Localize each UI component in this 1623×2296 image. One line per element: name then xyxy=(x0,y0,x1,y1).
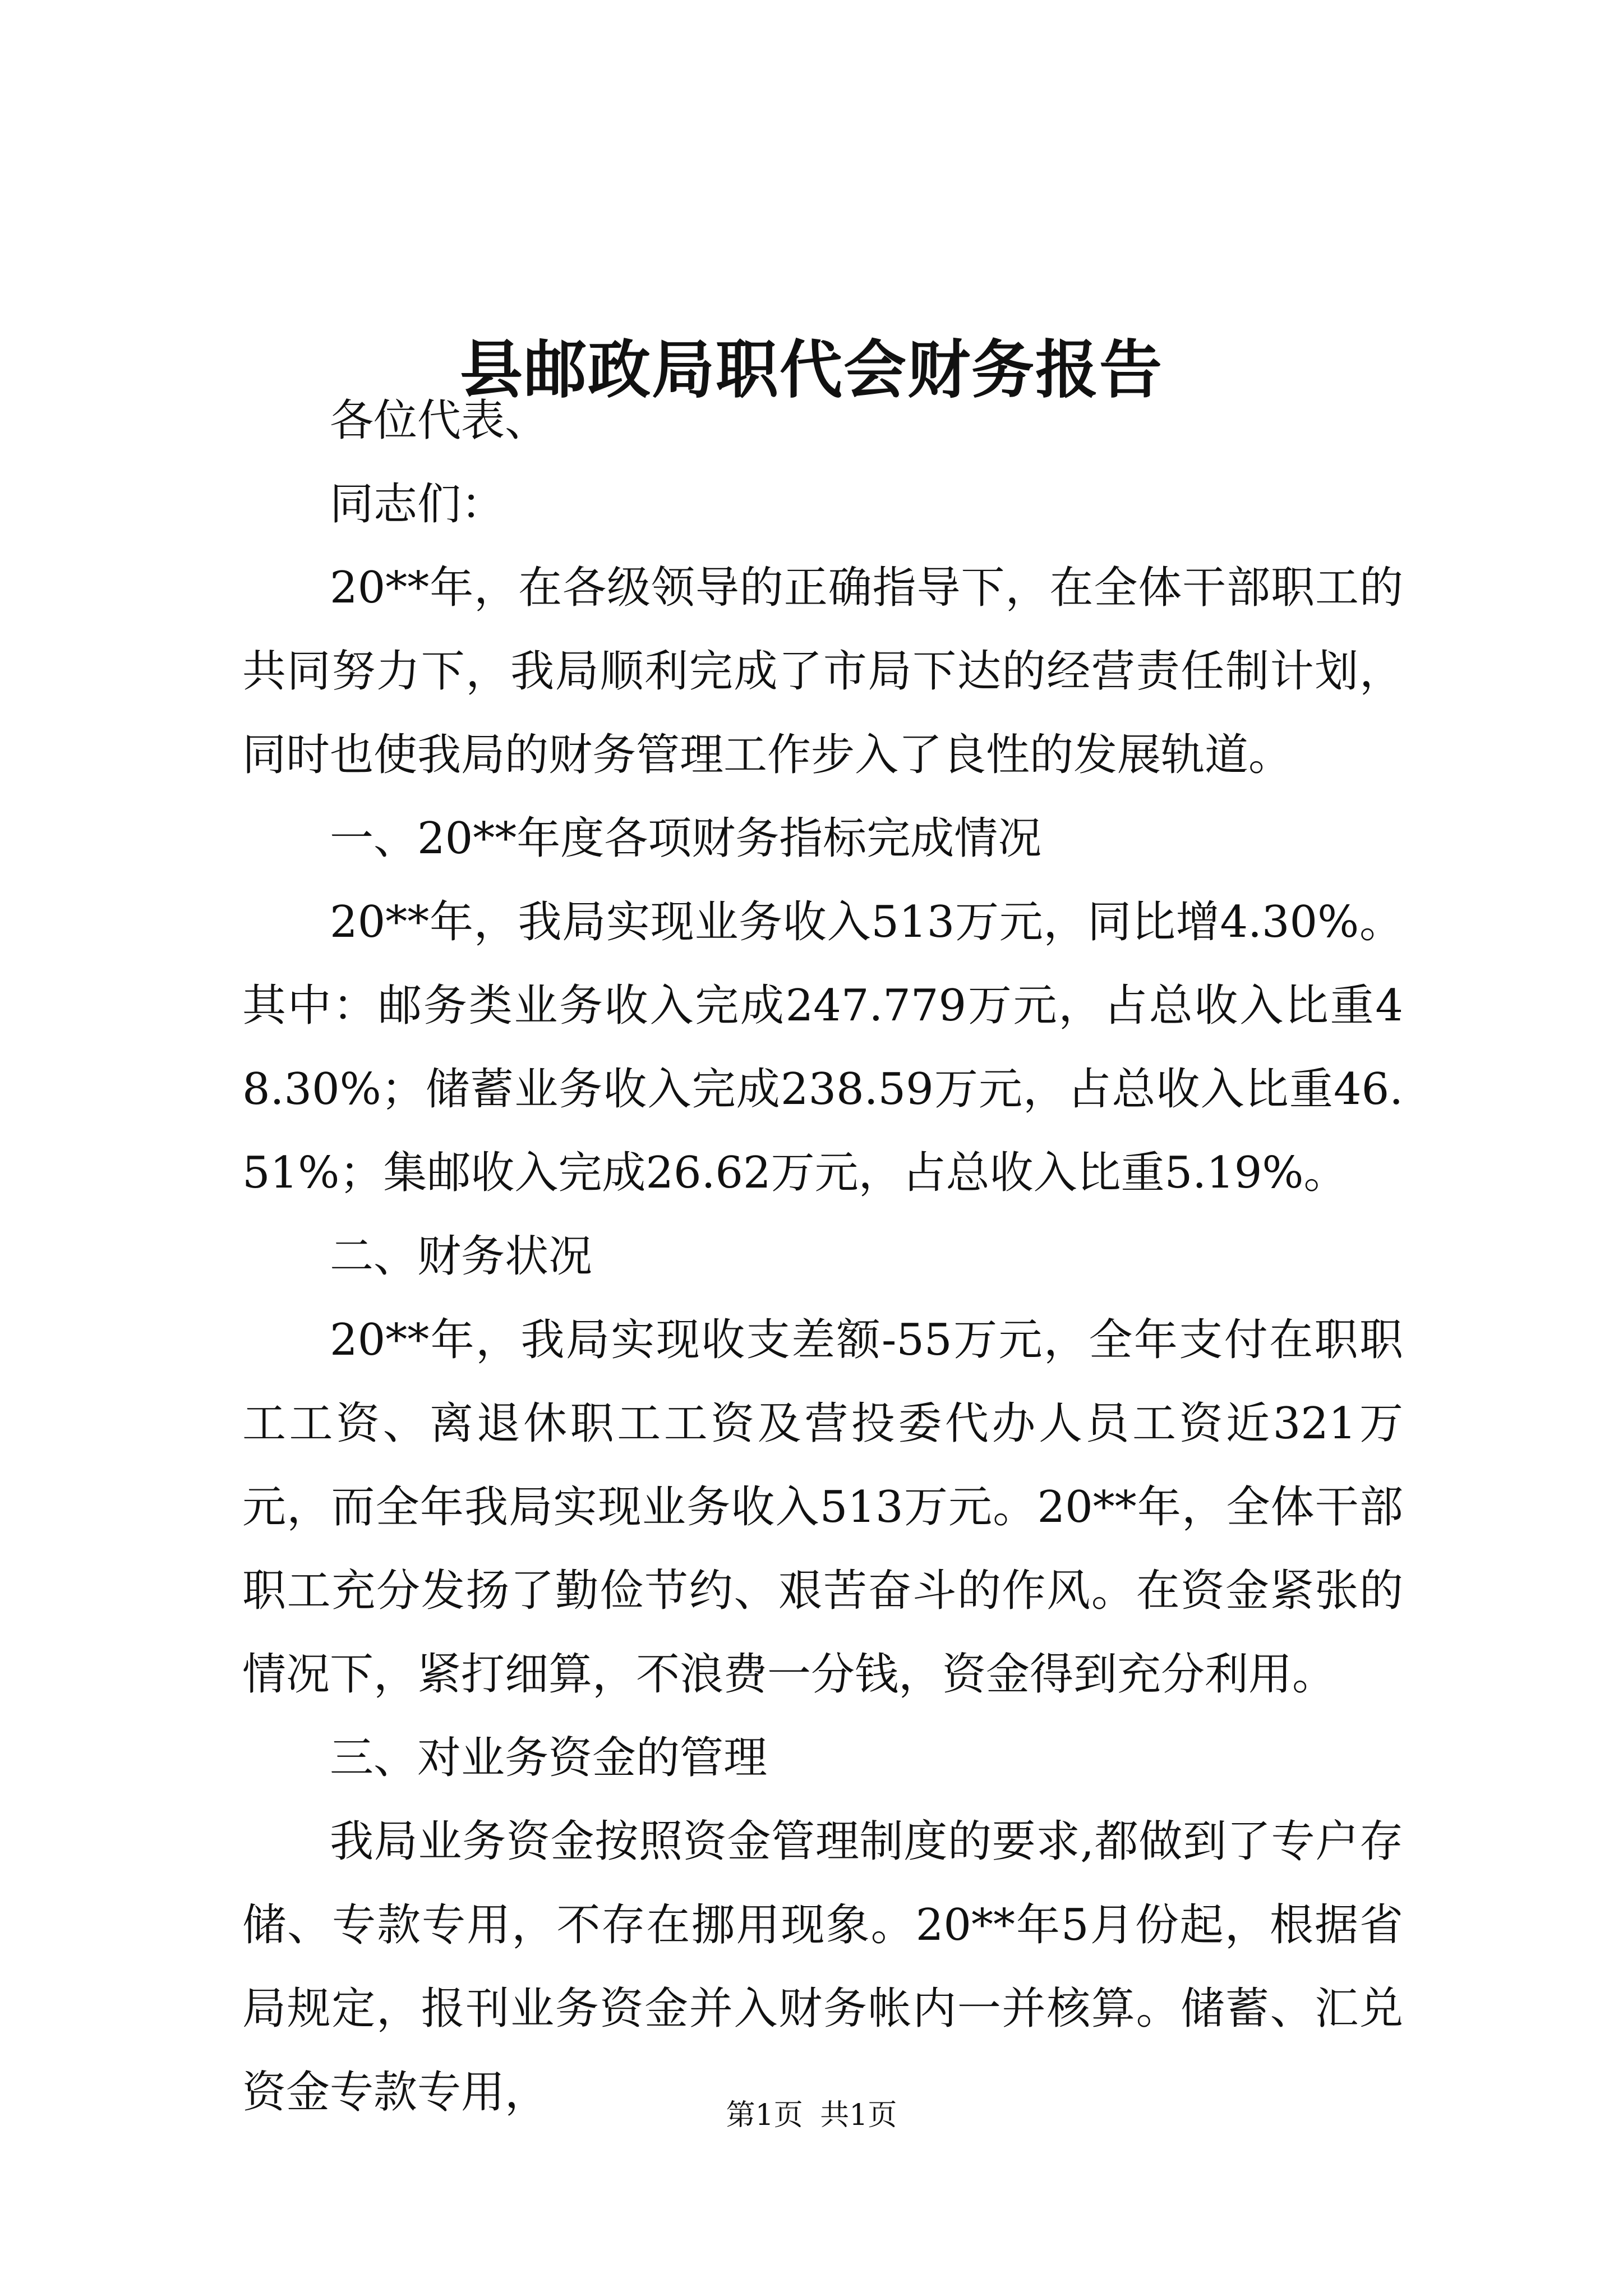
body-paragraph: 20**年，我局实现收支差额-55万元，全年支付在职职工工资、离退休职工工资及营投委代办人员工资近321万元，而全年我局实现业务收入513万元。20**年，全体干部职工充分发扬了勤俭节约、艰苦奋斗的作风。在资金紧张的情况下，紧打细算，不浪费一分钱，资金得到充分利用。 xyxy=(242,1315,1403,1700)
document-body xyxy=(242,379,1403,2134)
page-number: 第1页 xyxy=(726,2099,803,2132)
section-heading: 一、20**年度各项财务指标完成情况 xyxy=(330,813,1042,864)
body-paragraph: 我局业务资金按照资金管理制度的要求,都做到了专户存储、专款专用，不存在挪用现象。20**年5月份起，根据省局规定，报刊业务资金并入财务帐内一并核算。储蓄、汇兑资金专款专用， xyxy=(242,1816,1403,2118)
body-paragraph: 20**年，在各级领导的正确指导下，在全体干部职工的共同努力下，我局顺利完成了市局下达的经营责任制计划，同时也使我局的财务管理工作步入了良性的发展轨道。 xyxy=(242,563,1403,780)
page-total: 共1页 xyxy=(820,2099,897,2132)
salutation-line: 同志们： xyxy=(330,479,505,530)
page-footer xyxy=(0,2096,1623,2135)
document-title: 县邮政局职代会财务报告 xyxy=(460,333,1163,407)
section-heading: 三、对业务资金的管理 xyxy=(330,1733,768,1783)
body-paragraph: 20**年，我局实现业务收入513万元，同比增4.30%。其中：邮务类业务收入完成247.779万元，占总收入比重48.30%；储蓄业务收入完成238.59万元，占总收入比重46.51%；集邮收入完成26.62万元，占总收入比重5.19%。 xyxy=(242,897,1403,1198)
salutation-line: 各位代表、 xyxy=(330,395,549,446)
section-heading: 二、财务状况 xyxy=(330,1231,593,1282)
